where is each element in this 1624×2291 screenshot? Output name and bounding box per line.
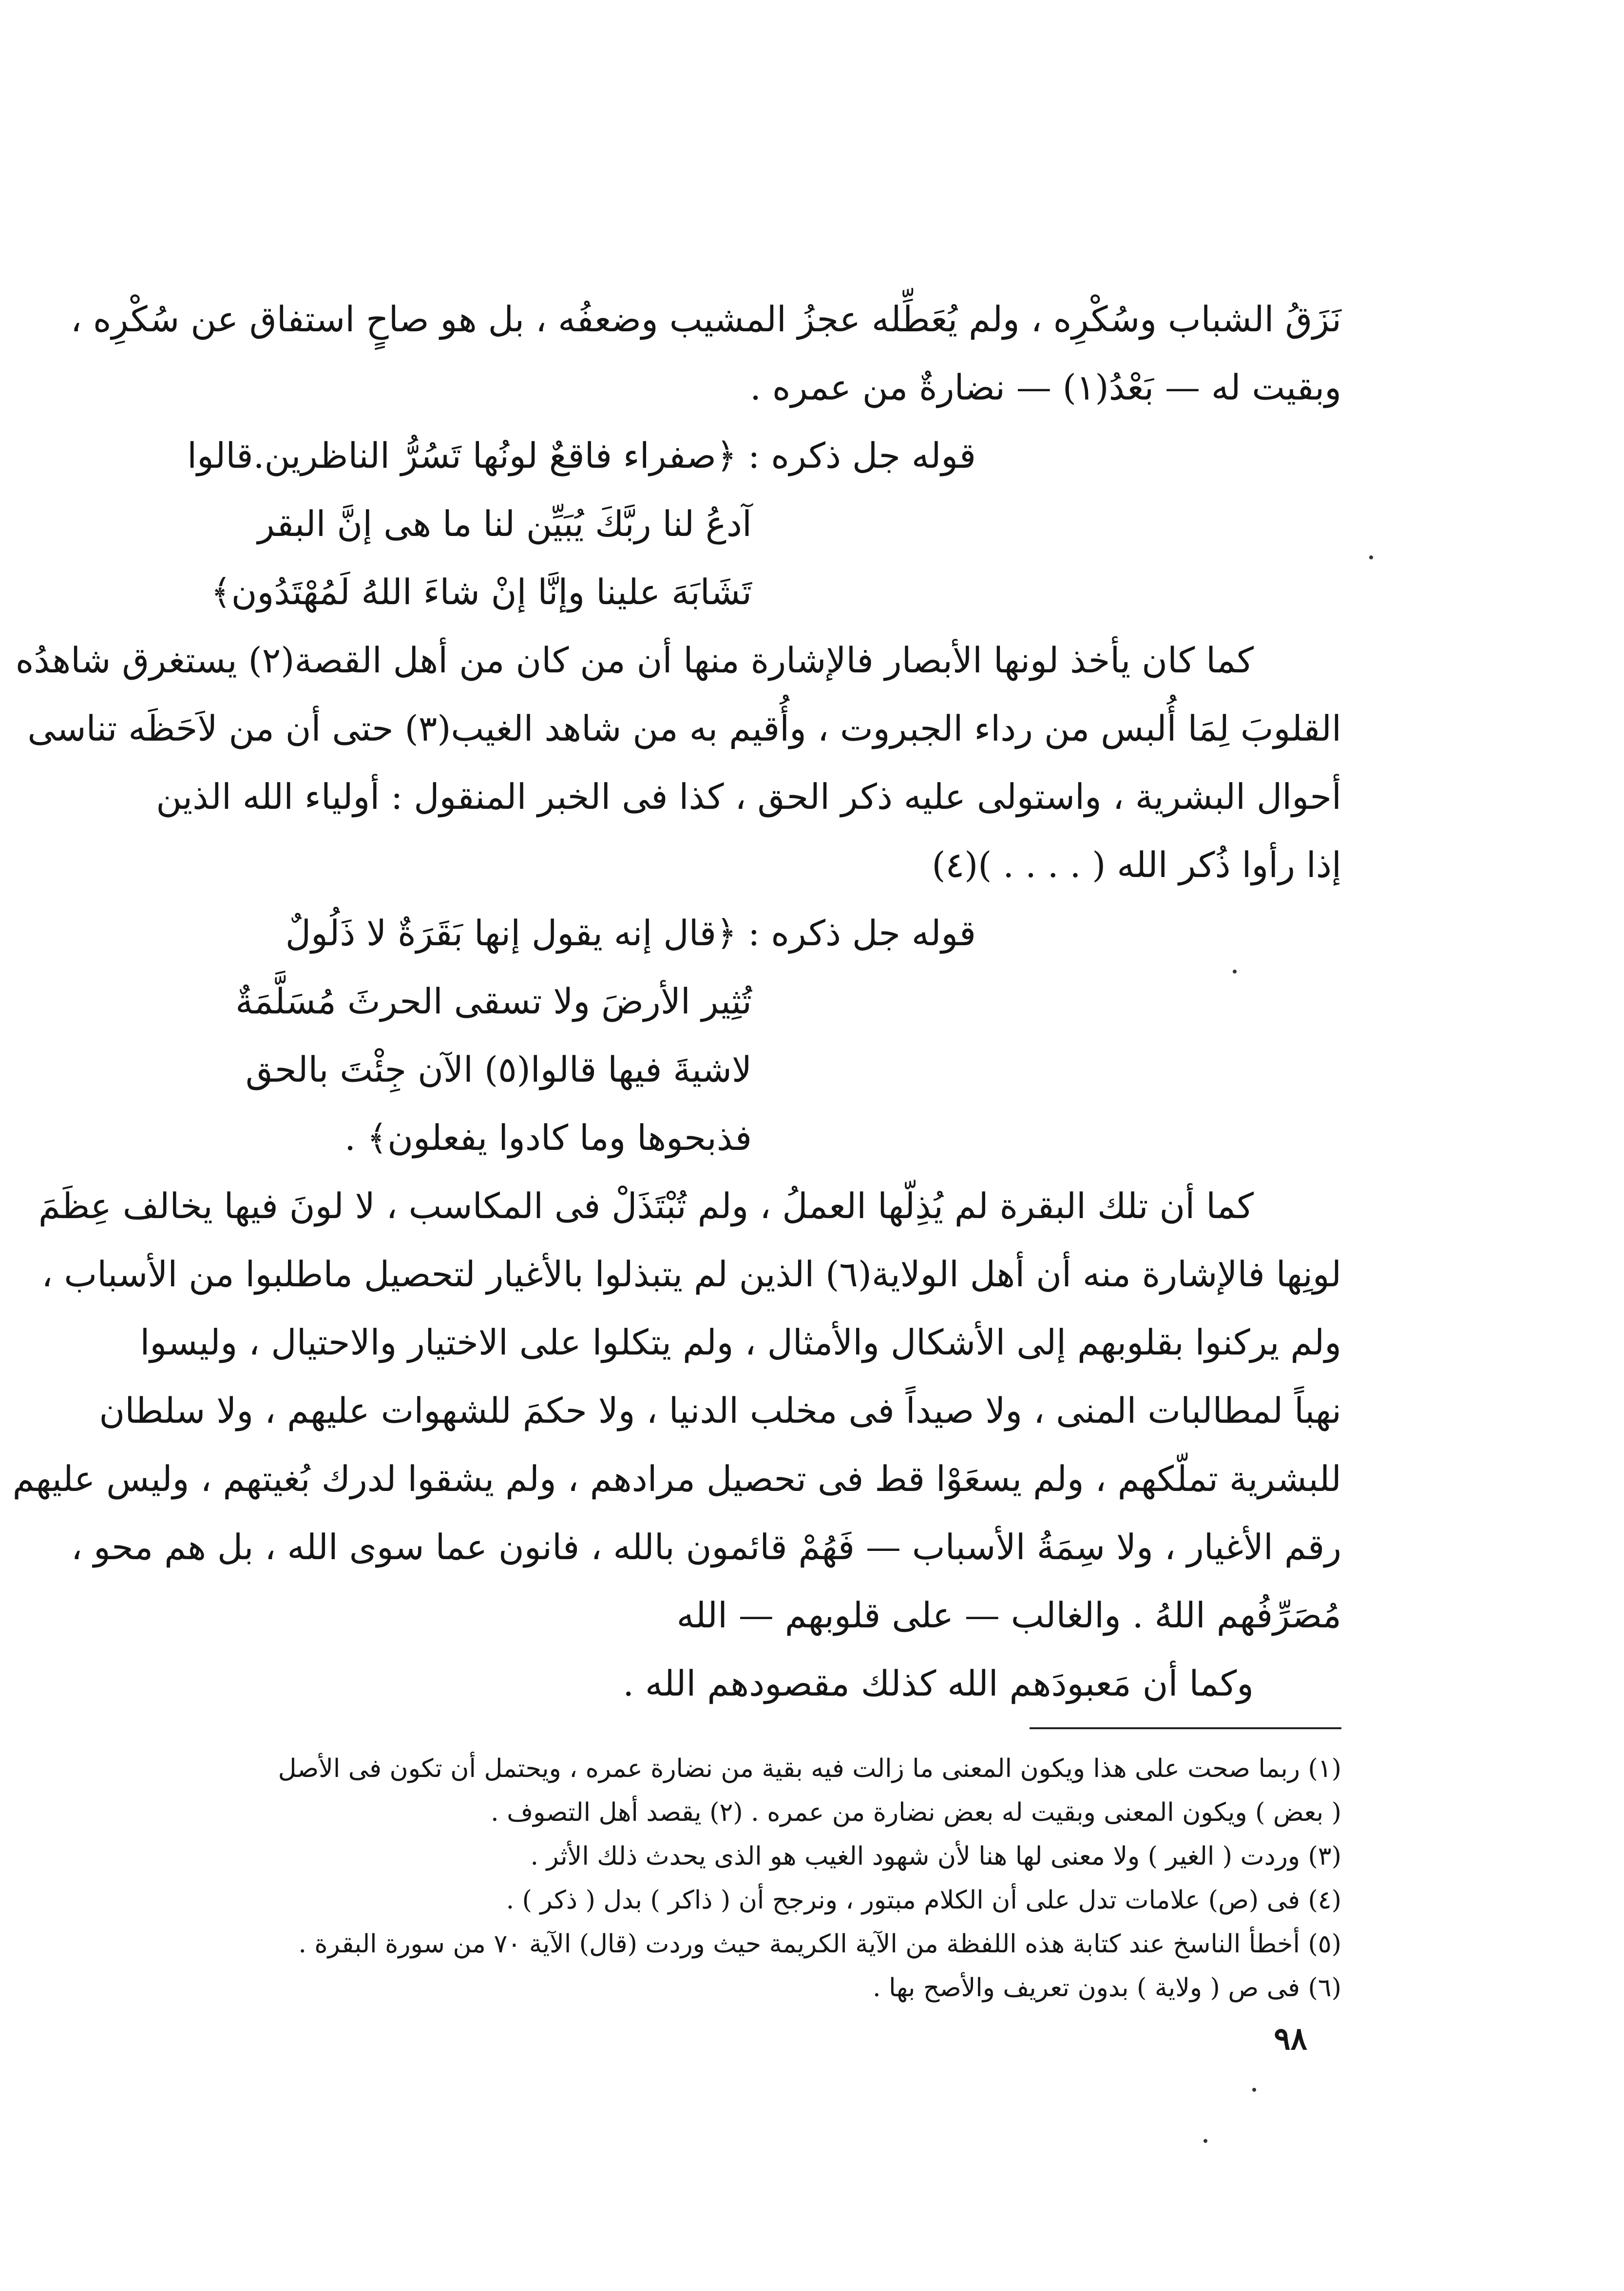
body-line: نهباً لمطالبات المنى ، ولا صيداً فى مخلب الدنيا ، ولا حكمَ للشهوات عليهم ، ولا سلطان	[99, 1390, 1341, 1431]
footnote: (٥) أخطأ الناسخ عند كتابة هذه اللفظة من الآية الكريمة حيث وردت (قال) الآية ٧٠ من سورة البقرة .	[298, 1929, 1341, 1959]
scan-speck	[1252, 2088, 1256, 2092]
body-line: للبشرية تملّكهم ، ولم يسعَوْا قط فى تحصيل مرادهم ، ولم يشقوا لدرك بُغيتهم ، وليس عليهم	[12, 1458, 1341, 1499]
body-line: أحوال البشرية ، واستولى عليه ذكر الحق ، كذا فى الخبر المنقول : أولياء الله الذين	[156, 776, 1341, 817]
body-line: إذا رأوا ذُكر الله ( . . . . )(٤)	[932, 844, 1341, 885]
verse-line: قوله جل ذكره : ﴿صفراء فاقعٌ لونُها تَسُرُّ الناظرين.قالوا	[187, 435, 976, 476]
scan-speck	[1204, 2139, 1207, 2143]
body-line: لونِها فالإشارة منه أن أهل الولاية(٦) الذين لم يتبذلوا بالأغيار لتحصيل ماطلبوا من الأسباب ،	[41, 1254, 1341, 1295]
body-line: القلوبَ لِمَا أُلبس من رداء الجبروت ، وأُقيم به من شاهد الغيب(٣) حتى أن من لاَحَظَه تناسى	[27, 708, 1341, 749]
scan-speck	[1369, 555, 1373, 559]
body-line: نَزَقُ الشباب وسُكْرِه ، ولم يُعَطِّله عجزُ المشيب وضعفُه ، بل هو صاحٍ استفاق عن سُكْرِه ،	[70, 299, 1341, 340]
body-line: رقم الأغيار ، ولا سِمَةُ الأسباب — فَهُمْ قائمون بالله ، فانون عما سوى الله ، بل هم محو ،	[71, 1527, 1341, 1567]
footnote: (٦) فى ص ( ولاية ) بدون تعريف والأصح بها .	[873, 1973, 1341, 2003]
footnote: (١) ربما صحت على هذا ويكون المعنى ما زالت فيه بقية من نضارة عمره ، ويحتمل أن تكون فى الأصل	[278, 1754, 1341, 1783]
verse-line: آدعُ لنا ربَّكَ يُبَيِّن لنا ما هى إنَّ البقر	[257, 503, 752, 544]
body-line: كما أن تلك البقرة لم يُذِلّها العملُ ، ولم تُبْتَذَلْ فى المكاسب ، لا لونَ فيها يخالف عِظَمَ	[38, 1185, 1254, 1226]
body-line: وكما أن مَعبودَهم الله كذلك مقصودهم الله .	[623, 1663, 1254, 1704]
body-line: مُصَرِّفُهم اللهُ . والغالب — على قلوبهم — الله	[676, 1595, 1341, 1636]
scan-speck	[1233, 970, 1237, 974]
footnote-separator	[1030, 1727, 1341, 1729]
verse-line: فذبحوها وما كادوا يفعلون﴾ .	[344, 1117, 752, 1158]
body-line: وبقيت له — بَعْدُ(١) — نضارةٌ من عمره .	[750, 367, 1341, 408]
body-line: ولم يركنوا بقلوبهم إلى الأشكال والأمثال ، ولم يتكلوا على الاختيار والاحتيال ، وليسوا	[140, 1322, 1341, 1363]
body-line: كما كان يأخذ لونها الأبصار فالإشارة منها أن من كان من أهل القصة(٢) يستغرق شاهدُه	[15, 640, 1254, 681]
footnote: ( بعض ) ويكون المعنى وبقيت له بعض نضارة من عمره . (٢) يقصد أهل التصوف .	[491, 1798, 1341, 1827]
footnote: (٣) وردت ( الغير ) ولا معنى لها هنا لأن شهود الغيب هو الذى يحدث ذلك الأثر .	[530, 1842, 1341, 1871]
verse-line: قوله جل ذكره : ﴿قال إنه يقول إنها بَقَرَةٌ لا ذَلُولٌ	[285, 913, 976, 954]
page-number: ٩٨	[1274, 2021, 1307, 2057]
footnote: (٤) فى (ص) علامات تدل على أن الكلام مبتور ، ونرجح أن ( ذاكر ) بدل ( ذكر ) .	[506, 1886, 1341, 1915]
verse-line: تُثِير الأرضَ ولا تسقى الحرثَ مُسَلَّمَةٌ	[235, 981, 752, 1022]
verse-line: لاشيةَ فيها قالوا(٥) الآن جِئْتَ بالحق	[245, 1049, 752, 1090]
verse-line: تَشَابَهَ علينا وإنَّا إنْ شاءَ اللهُ لَمُهْتَدُون﴾	[210, 572, 752, 612]
